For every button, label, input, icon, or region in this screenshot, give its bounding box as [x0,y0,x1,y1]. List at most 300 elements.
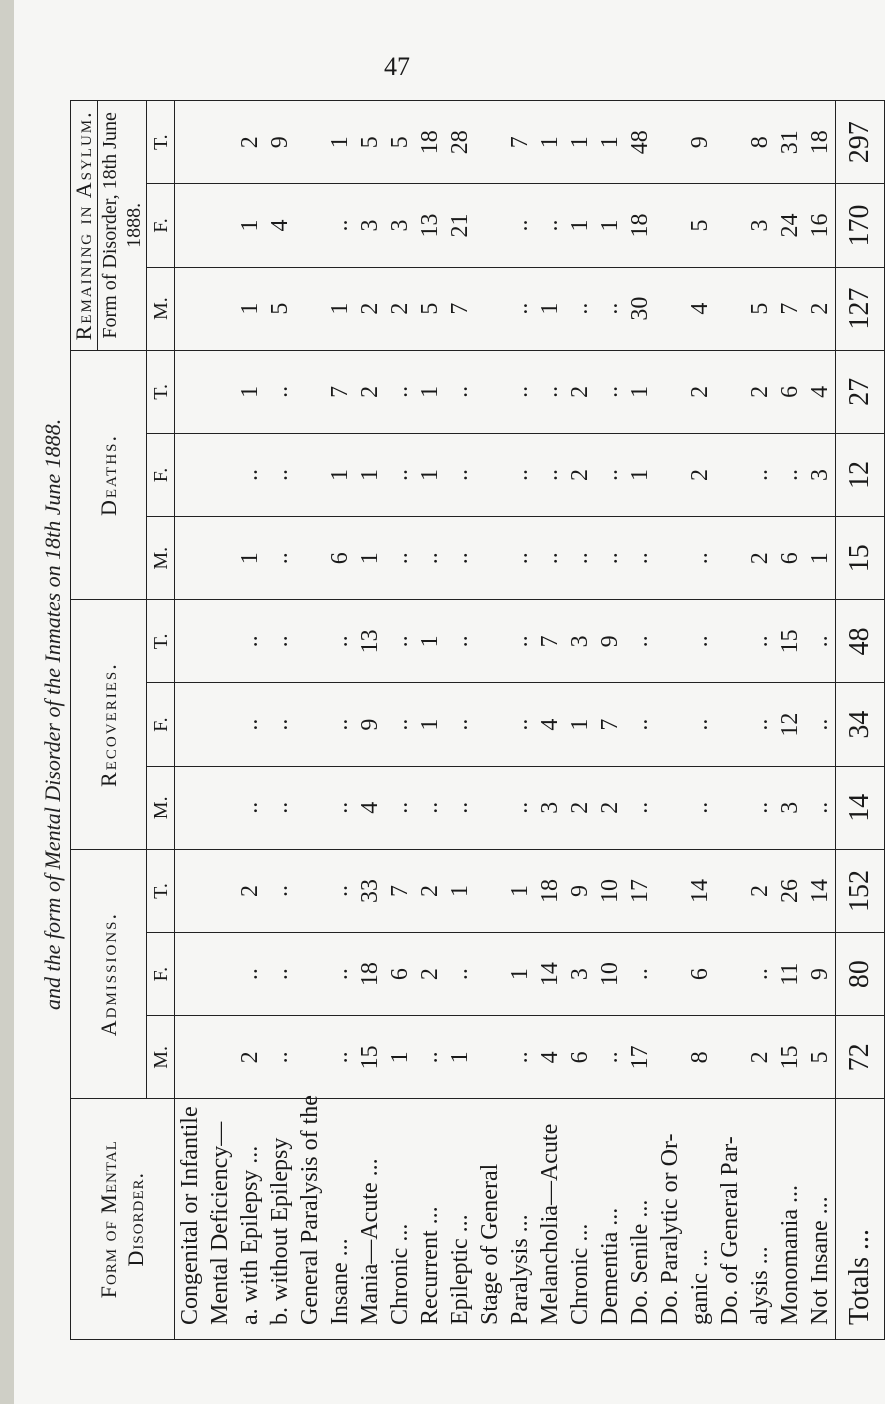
table-cell [205,933,235,1015]
table-cell: 1 [417,469,444,482]
table-cell: 9 [687,136,714,149]
table-cell [295,184,325,266]
table-cell: .. [387,385,414,398]
table-cell: 1 [447,884,474,897]
table-cell: 1 [327,469,354,482]
table-cell: .. [447,385,474,398]
table-cell: 2 [807,302,834,315]
table-cell: 18 [537,878,564,903]
table-cell [715,101,745,183]
table-cell [175,517,205,599]
disorder-label: General Paralysis of the [297,1095,324,1325]
table-cell: 18 [627,213,654,238]
table-cell: 1 [417,385,444,398]
table-cell: .. [507,635,534,648]
table-cell: .. [747,718,774,731]
table-cell [295,600,325,682]
table-cell: .. [687,552,714,565]
table-cell [295,517,325,599]
adm-f-header: F. [147,933,175,1016]
table-cell: 24 [777,213,804,238]
table-cell [475,517,505,599]
table-cell: .. [777,469,804,482]
table-cell: 4 [537,1051,564,1064]
table-cell [715,850,745,932]
table-cell: .. [327,718,354,731]
table-cell: .. [597,385,624,398]
disorder-label: Congenital or Infantile [177,1106,204,1325]
table-cell: .. [537,469,564,482]
table-cell [205,184,235,266]
table-cell [175,184,205,266]
table-cell: 2 [687,469,714,482]
table-cell [715,434,745,516]
table-cell: .. [747,801,774,814]
table-cell: 3 [747,219,774,232]
table-cell: 3 [807,469,834,482]
table-cell: .. [327,1051,354,1064]
table-cell: .. [267,635,294,648]
table-cell: 9 [357,718,384,731]
table-cell: 1 [567,136,594,149]
table-cell: 1 [237,552,264,565]
table-cell [175,933,205,1015]
table-cell: 11 [777,962,804,986]
table-cell: .. [627,801,654,814]
table-cell: .. [747,635,774,648]
total-rec-m: 14 [836,766,885,849]
table-cell [175,268,205,350]
table-cell [715,767,745,849]
table-cell [475,933,505,1015]
table-cell: 15 [357,1045,384,1070]
total-rec-f: 34 [836,683,885,766]
table-cell: .. [747,469,774,482]
table-cell: 2 [357,302,384,315]
table-cell [295,351,325,433]
table-cell: 1 [597,136,624,149]
table-cell: 9 [807,968,834,981]
table-cell [205,600,235,682]
disorder-label: a. with Epilepsy ... [237,1145,264,1325]
table-cell [295,268,325,350]
table-cell: 2 [597,801,624,814]
table-cell: .. [327,635,354,648]
table-cell: 3 [537,801,564,814]
table-cell: 2 [747,884,774,897]
table-cell: .. [327,219,354,232]
table-cell: .. [327,968,354,981]
table-cell [205,1016,235,1098]
table-cell: 1 [417,718,444,731]
total-dea-f: 12 [836,433,885,516]
table-cell: 2 [747,385,774,398]
table-cell [655,517,685,599]
table-cell: 10 [597,962,624,987]
table-cell: 6 [567,1051,594,1064]
adm-t-header: T. [147,849,175,932]
table-cell [715,600,745,682]
table-cell: .. [327,884,354,897]
table-cell: 13 [357,629,384,654]
table-cell [715,184,745,266]
table-cell: 7 [327,385,354,398]
rec-f-column [175,683,836,766]
table-cell: 1 [807,552,834,565]
table-cell: .. [267,718,294,731]
total-rem-f: 170 [836,184,885,267]
table-cell [655,268,685,350]
disorder-label: Not Insane ... [807,1196,834,1325]
disorder-label: Stage of General [477,1163,504,1325]
table-cell: 18 [357,962,384,987]
table-cell: .. [627,635,654,648]
table-cell [715,1016,745,1098]
table-cell [175,101,205,183]
table-cell: 4 [537,718,564,731]
table-cell: 6 [777,385,804,398]
table-cell: 1 [237,302,264,315]
table-cell: .. [507,718,534,731]
table-cell: 1 [567,718,594,731]
table-cell: .. [447,469,474,482]
table-cell: 7 [447,302,474,315]
table-cell [175,1016,205,1098]
table-cell [295,850,325,932]
table-cell: 1 [327,302,354,315]
table-cell: .. [237,635,264,648]
total-adm-t: 152 [836,849,885,932]
table-cell: .. [687,635,714,648]
table-cell: 1 [447,1051,474,1064]
table-cell: 7 [777,302,804,315]
total-dea-t: 27 [836,350,885,433]
table-cell [295,933,325,1015]
table-cell: 5 [387,136,414,149]
table-cell: .. [687,718,714,731]
table-cell [205,101,235,183]
table-cell: 2 [417,968,444,981]
disorder-label: Epileptic ... [447,1214,474,1325]
table-cell [475,850,505,932]
table-cell: 1 [627,469,654,482]
table-cell: .. [267,552,294,565]
table-cell: .. [447,801,474,814]
disorder-label: Dementia ... [597,1207,624,1325]
dea-m-header: M. [147,517,175,600]
table-cell: 33 [357,878,384,903]
adm-m-column [175,1016,836,1099]
table-cell: 4 [807,385,834,398]
table-cell [475,351,505,433]
table-cell: 5 [807,1051,834,1064]
table-cell [175,600,205,682]
table-cell [295,767,325,849]
table-cell: .. [267,1051,294,1064]
table-cell: 7 [507,136,534,149]
table-cell: 1 [357,469,384,482]
total-adm-m: 72 [836,1016,885,1099]
table-cell [475,101,505,183]
rem-m-column [175,267,836,350]
adm-t-column [175,849,836,932]
table-cell: .. [237,801,264,814]
table-cell: 16 [807,213,834,238]
table-cell: 6 [777,552,804,565]
table-cell [295,1016,325,1098]
table-cell: 18 [807,130,834,155]
disorder-label: ganic ... [687,1249,714,1325]
table-cell: 4 [687,302,714,315]
table-cell [475,1016,505,1098]
table-cell [655,184,685,266]
table-cell [205,684,235,766]
table-cell [295,684,325,766]
table-cell: 2 [387,302,414,315]
table-cell [715,684,745,766]
dea-f-header: F. [147,433,175,516]
table-cell: 4 [357,801,384,814]
remaining-header: Remaining in Asylum. [71,101,98,351]
table-cell [475,600,505,682]
disorder-labels [175,1095,836,1340]
table-cell [475,434,505,516]
table-cell: 14 [687,878,714,903]
total-dea-m: 15 [836,517,885,600]
table-cell [655,850,685,932]
total-adm-f: 80 [836,933,885,1016]
table-cell: 6 [687,968,714,981]
table-cell: 7 [387,884,414,897]
table-cell: 1 [357,552,384,565]
table-cell: 18 [417,130,444,155]
table-cell: 8 [687,1051,714,1064]
table-cell: 2 [567,801,594,814]
table-cell: .. [627,968,654,981]
recoveries-header: Recoveries. [71,600,147,850]
table-cell: .. [387,469,414,482]
table-cell: .. [567,302,594,315]
table-cell: 26 [777,878,804,903]
table-cell: .. [747,968,774,981]
rem-t-column [175,101,836,184]
table-cell: .. [387,552,414,565]
table-cell: 1 [627,385,654,398]
disorder-label: Chronic ... [387,1223,414,1325]
table-cell: .. [597,302,624,315]
table-cell: .. [267,801,294,814]
table-cell: .. [387,635,414,648]
table-cell: .. [507,552,534,565]
table-cell [655,684,685,766]
table-cell: .. [237,718,264,731]
table-cell [205,351,235,433]
table-cell: 5 [417,302,444,315]
table-cell: .. [237,968,264,981]
table-cell [655,101,685,183]
table-cell: 9 [567,884,594,897]
table-cell [715,268,745,350]
table-cell [655,767,685,849]
disorder-label: Do. Senile ... [627,1199,654,1325]
admissions-header: Admissions. [71,849,147,1099]
table-cell: 1 [507,884,534,897]
table-cell: 28 [447,130,474,155]
table-cell: .. [507,385,534,398]
table-cell: .. [627,552,654,565]
table-cell: 1 [537,302,564,315]
table-cell: .. [267,469,294,482]
table-cell: 1 [537,136,564,149]
table-cell [205,850,235,932]
table-cell: .. [507,219,534,232]
table-cell [475,767,505,849]
table-cell [715,933,745,1015]
table-cell: 2 [567,469,594,482]
table-cell [175,767,205,849]
table-cell: .. [567,552,594,565]
table-cell: 15 [777,1045,804,1070]
table-cell [475,184,505,266]
table-cell: .. [417,801,444,814]
rem-f-column [175,184,836,267]
rec-t-header: T. [147,600,175,683]
table-cell: 1 [567,219,594,232]
rem-m-header: M. [147,267,175,350]
adm-f-column [175,933,836,1016]
table-cell [715,351,745,433]
dea-t-column [175,350,836,433]
table-cell: 3 [777,801,804,814]
table-cell: .. [537,552,564,565]
table-cell: .. [267,884,294,897]
table-cell: 3 [357,219,384,232]
table-cell: 10 [597,878,624,903]
table-cell: 5 [687,219,714,232]
rec-m-header: M. [147,766,175,849]
table-cell: 7 [537,635,564,648]
table-cell: .. [387,801,414,814]
disorder-label: Do. of General Par- [717,1136,744,1325]
table-cell: 9 [597,635,624,648]
table-cell: 1 [327,136,354,149]
table-cell: .. [807,801,834,814]
total-rec-t: 48 [836,600,885,683]
disorder-label: Chronic ... [567,1223,594,1325]
mental-disorder-table [70,100,885,1340]
dea-m-column [175,517,836,600]
table-cell: 31 [777,130,804,155]
rem-t-header: T. [147,101,175,184]
table-cell: .. [267,968,294,981]
page-number: 47 [384,52,410,81]
table-cell: .. [627,718,654,731]
table-cell: 1 [417,635,444,648]
table-cell [175,434,205,516]
table-cell: .. [807,635,834,648]
table-cell [205,517,235,599]
table-cell [295,434,325,516]
table-cell: .. [447,635,474,648]
table-cell: 5 [747,302,774,315]
table-cell: 1 [387,1051,414,1064]
table-cell: 15 [777,629,804,654]
total-rem-m: 127 [836,267,885,350]
table-cell: .. [537,219,564,232]
page-binding-edge [0,0,14,1404]
table-cell: .. [597,552,624,565]
table-cell: .. [267,385,294,398]
table-cell [475,684,505,766]
dea-f-column [175,433,836,516]
table-cell: .. [447,718,474,731]
table-cell: .. [807,718,834,731]
table-cell: .. [447,552,474,565]
table-cell [295,101,325,183]
disorder-label: Mania—Acute ... [357,1158,384,1325]
disorder-label: alysis ... [747,1246,774,1325]
table-cell: .. [237,469,264,482]
table-cell: 5 [357,136,384,149]
form-of-disorder-header: Form of Mental Disorder. [71,1099,175,1340]
table-cell [175,850,205,932]
table-cell [655,933,685,1015]
table-cell: 5 [267,302,294,315]
table-cell: .. [507,801,534,814]
table-cell: 2 [687,385,714,398]
table-cell: 2 [567,385,594,398]
disorder-label: Insane ... [327,1238,354,1325]
table-cell: 2 [237,884,264,897]
table-cell: 3 [567,635,594,648]
table-cell: .. [327,801,354,814]
table-cell: .. [507,302,534,315]
table-cell: 48 [627,130,654,155]
disorder-label: Recurrent ... [417,1206,444,1325]
table-cell [475,268,505,350]
table-cell: 2 [357,385,384,398]
table-cell: .. [597,469,624,482]
table-cell: 17 [627,1045,654,1070]
table-cell: 7 [597,718,624,731]
table-cell [655,1016,685,1098]
table-cell: .. [417,1051,444,1064]
deaths-header: Deaths. [71,350,147,600]
totals-row [836,101,885,1340]
table-cell: 14 [807,878,834,903]
table-cell: .. [537,385,564,398]
table-cell: 2 [747,552,774,565]
rem-f-header: F. [147,184,175,267]
table-cell: .. [687,801,714,814]
table-cell [655,351,685,433]
dea-t-header: T. [147,350,175,433]
table-cell: 6 [387,968,414,981]
table-cell [175,684,205,766]
table-cell: .. [597,1051,624,1064]
table-cell: .. [507,469,534,482]
adm-m-header: M. [147,1016,175,1099]
table-cell: 21 [447,213,474,238]
disorder-label: b. without Epilepsy [267,1137,294,1325]
body-row [175,101,836,1340]
table-cell: .. [447,968,474,981]
table-cell: 13 [417,213,444,238]
table-cell: 8 [747,136,774,149]
disorder-label: Melancholia—Acute [537,1123,564,1325]
table-cell: 12 [777,712,804,737]
table-cell [655,434,685,516]
